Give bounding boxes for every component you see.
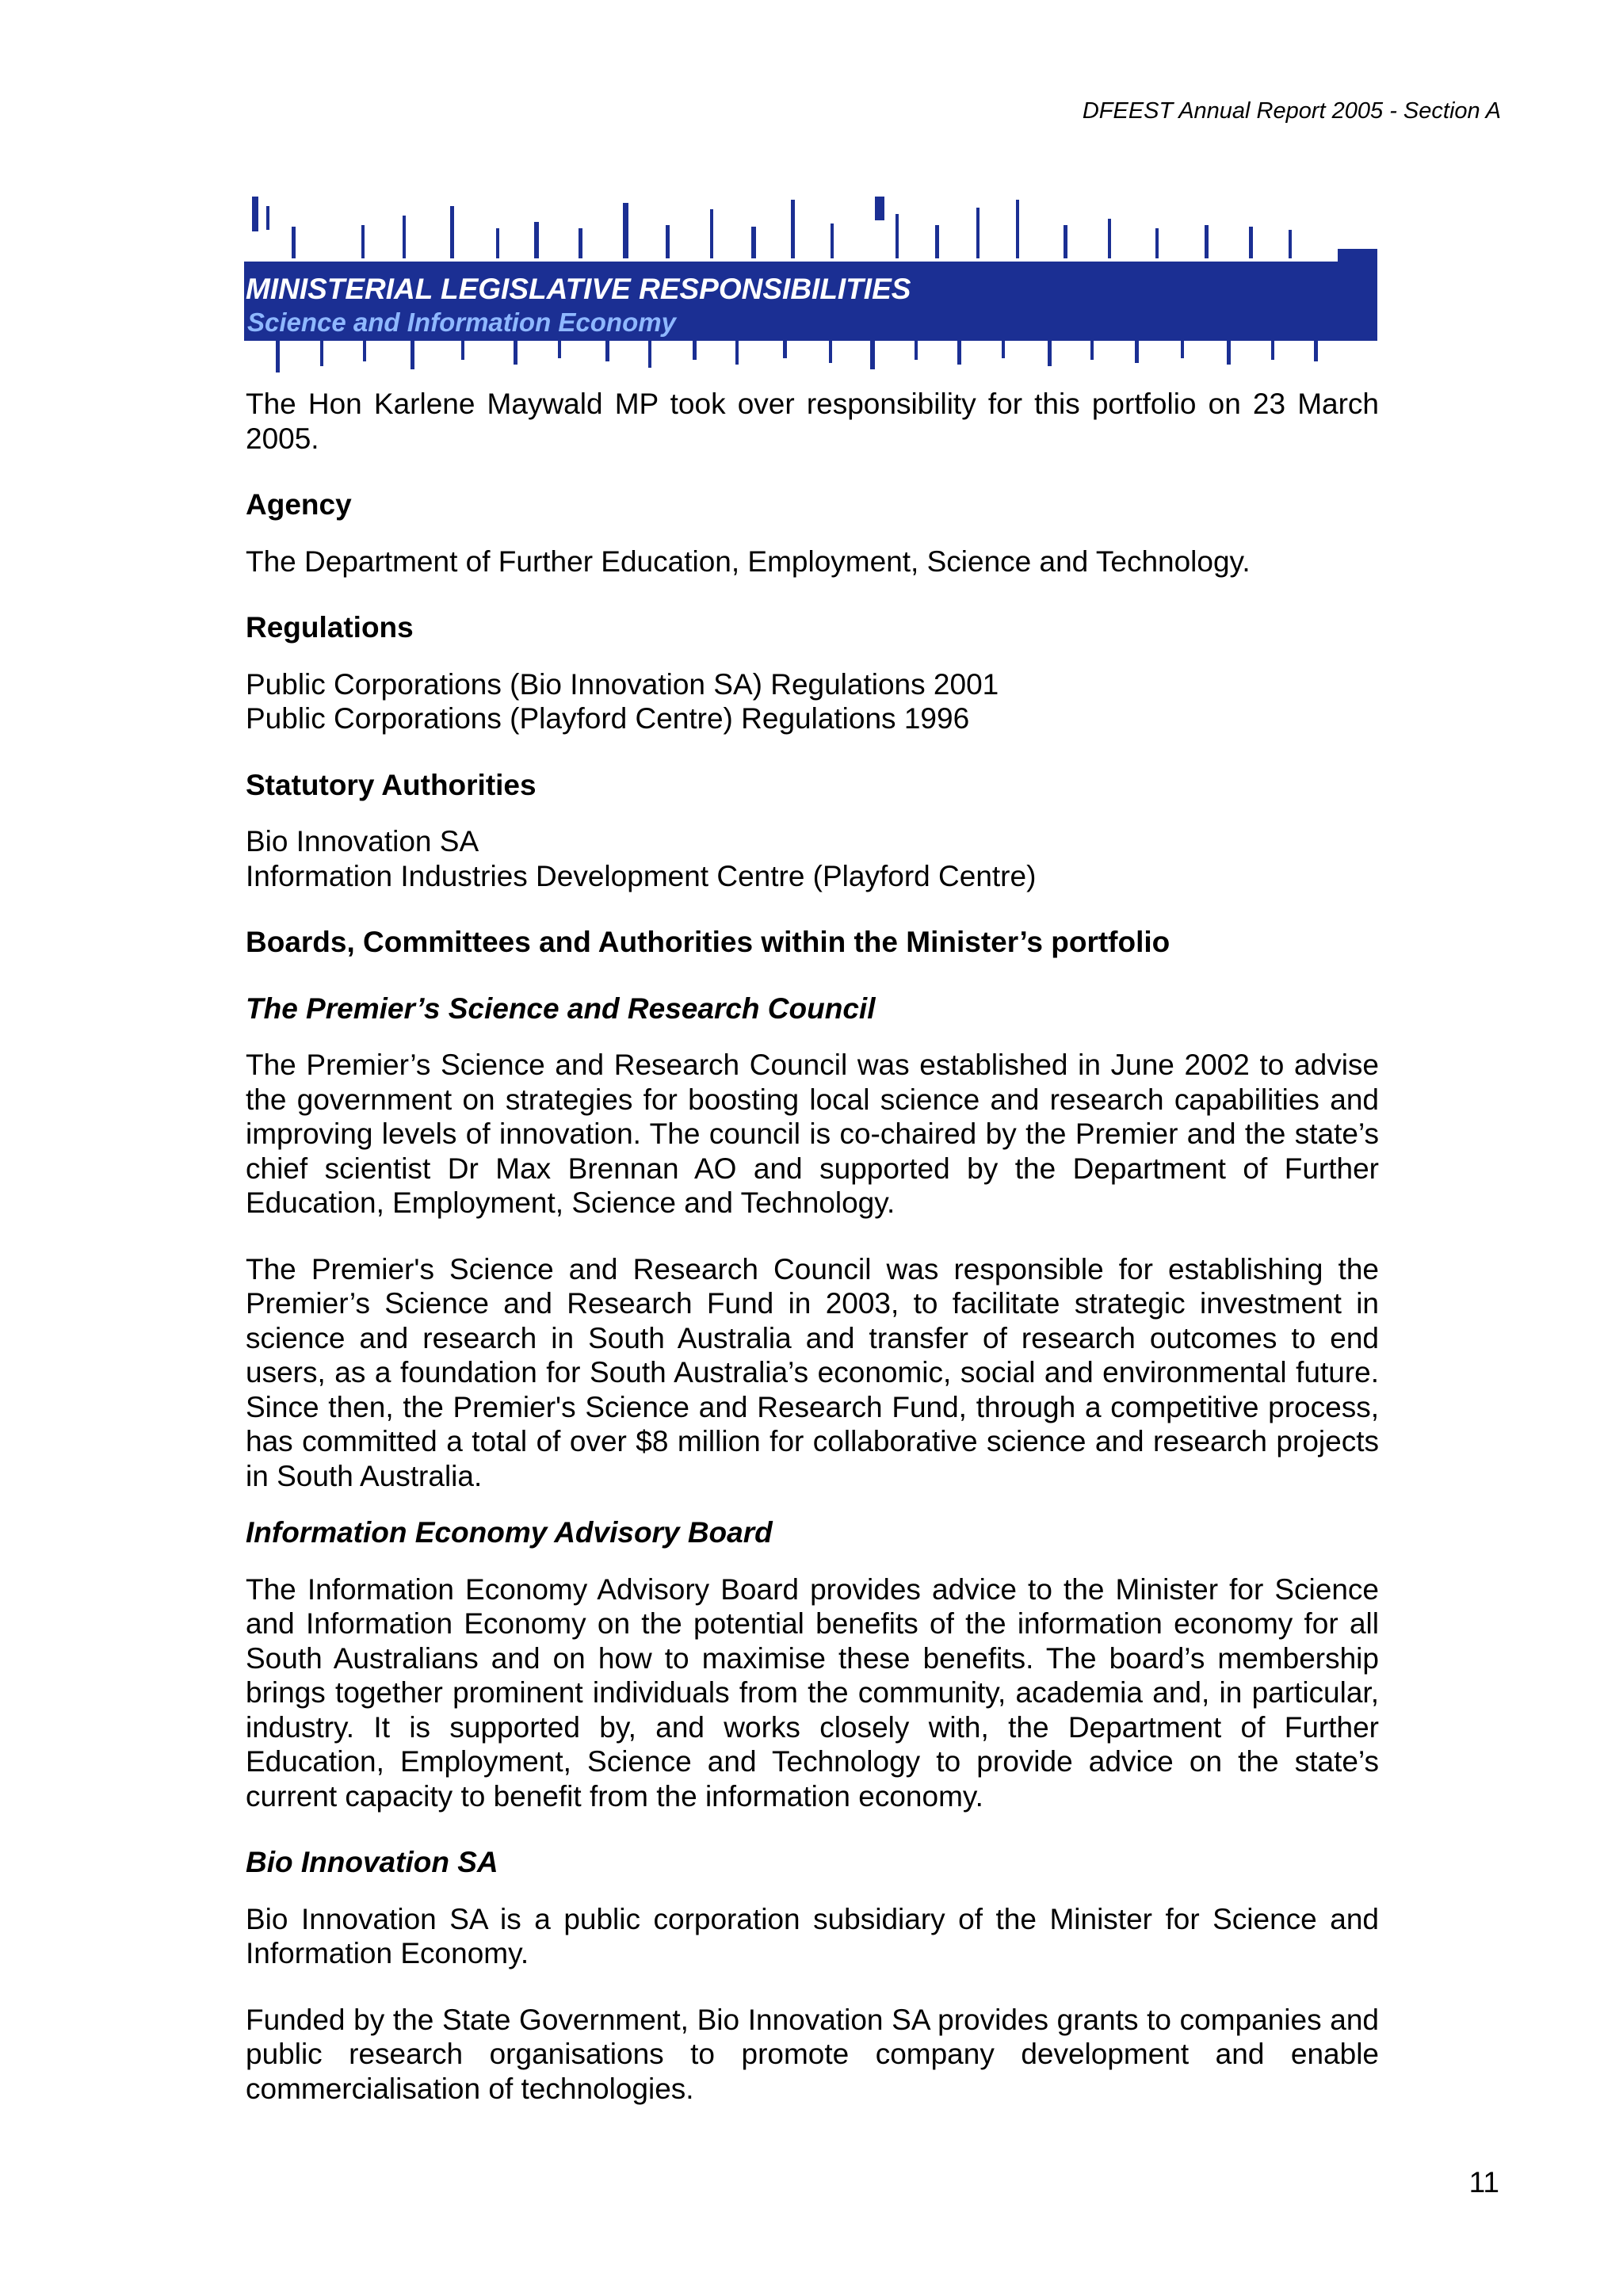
running-header: DFEEST Annual Report 2005 - Section A [1082,98,1501,124]
statutory-item: Information Industries Development Centre (Playford Centre) [246,859,1037,892]
agency-text: The Department of Further Education, Employment, Science and Technology. [246,544,1251,578]
section-banner [244,190,1377,380]
boards-heading: Boards, Committees and Authorities within the Minister’s portfolio [246,926,1170,958]
banner-subtitle: Science and Information Economy [247,308,676,337]
statutory-item: Bio Innovation SA [246,825,479,858]
banner-title: MINISTERIAL LEGISLATIVE RESPONSIBILITIES [246,273,911,305]
psrc-paragraph-1: The Premier’s Science and Research Council was established in June 2002 to advise the government on strategies for boosting local science and research capabilities and improving levels of innovation. The council is co-chaired by the Premier and the state’s chief scientist Dr Max Brennan AO and supported by the Department of Further Education, Employment, Science and Technology. [246,1049,1379,1219]
regulations-heading: Regulations [246,611,414,644]
bio-heading: Bio Innovation SA [246,1846,498,1878]
regulation-item: Public Corporations (Playford Centre) Regulations 1996 [246,702,970,735]
statutory-list [246,824,1379,893]
intro-paragraph: The Hon Karlene Maywald MP took over responsibility for this portfolio on 23 March 2005. [246,388,1379,455]
psrc-heading: The Premier’s Science and Research Council [246,991,876,1025]
ieab-paragraph: The Information Economy Advisory Board provides advice to the Minister for Science and Information Economy on the potential benefits of the information economy for all South Australians and on how to maximise these benefits. The board’s membership brings together prominent individuals from the community, academia and, in particular, industry. It is supported by, and works closely with, the Department of Further Education, Employment, Science and Technology to provide advice on the state’s current capacity to benefit from the information economy. [246,1572,1379,1813]
psrc-paragraph-2: The Premier's Science and Research Council was responsible for establishing the Premier’s Science and Research Fund in 2003, to facilitate strategic investment in science and research in South Australia and transfer of research outcomes to end users, as a foundation for South Australia’s economic, social and environmental future. Since then, the Premier's Science and Research Fund, through a competitive process, has committed a total of over $8 million for collaborative science and research projects in South Australia. [246,1252,1379,1492]
ieab-heading: Information Economy Advisory Board [246,1516,773,1549]
agency-heading: Agency [246,488,352,521]
bio-paragraph-2: Funded by the State Government, Bio Innovation SA provides grants to companies and public research organisations to promote company development and enable commercialisation of technologies. [246,2003,1379,2105]
regulation-item: Public Corporations (Bio Innovation SA) Regulations 2001 [246,667,999,701]
bio-paragraph-1: Bio Innovation SA is a public corporation subsidiary of the Minister for Science and Information Economy. [246,1902,1379,1969]
page-body [246,387,1379,2106]
statutory-heading: Statutory Authorities [246,768,537,801]
regulations-list [246,667,1379,736]
page-number: 11 [1468,2166,1499,2199]
